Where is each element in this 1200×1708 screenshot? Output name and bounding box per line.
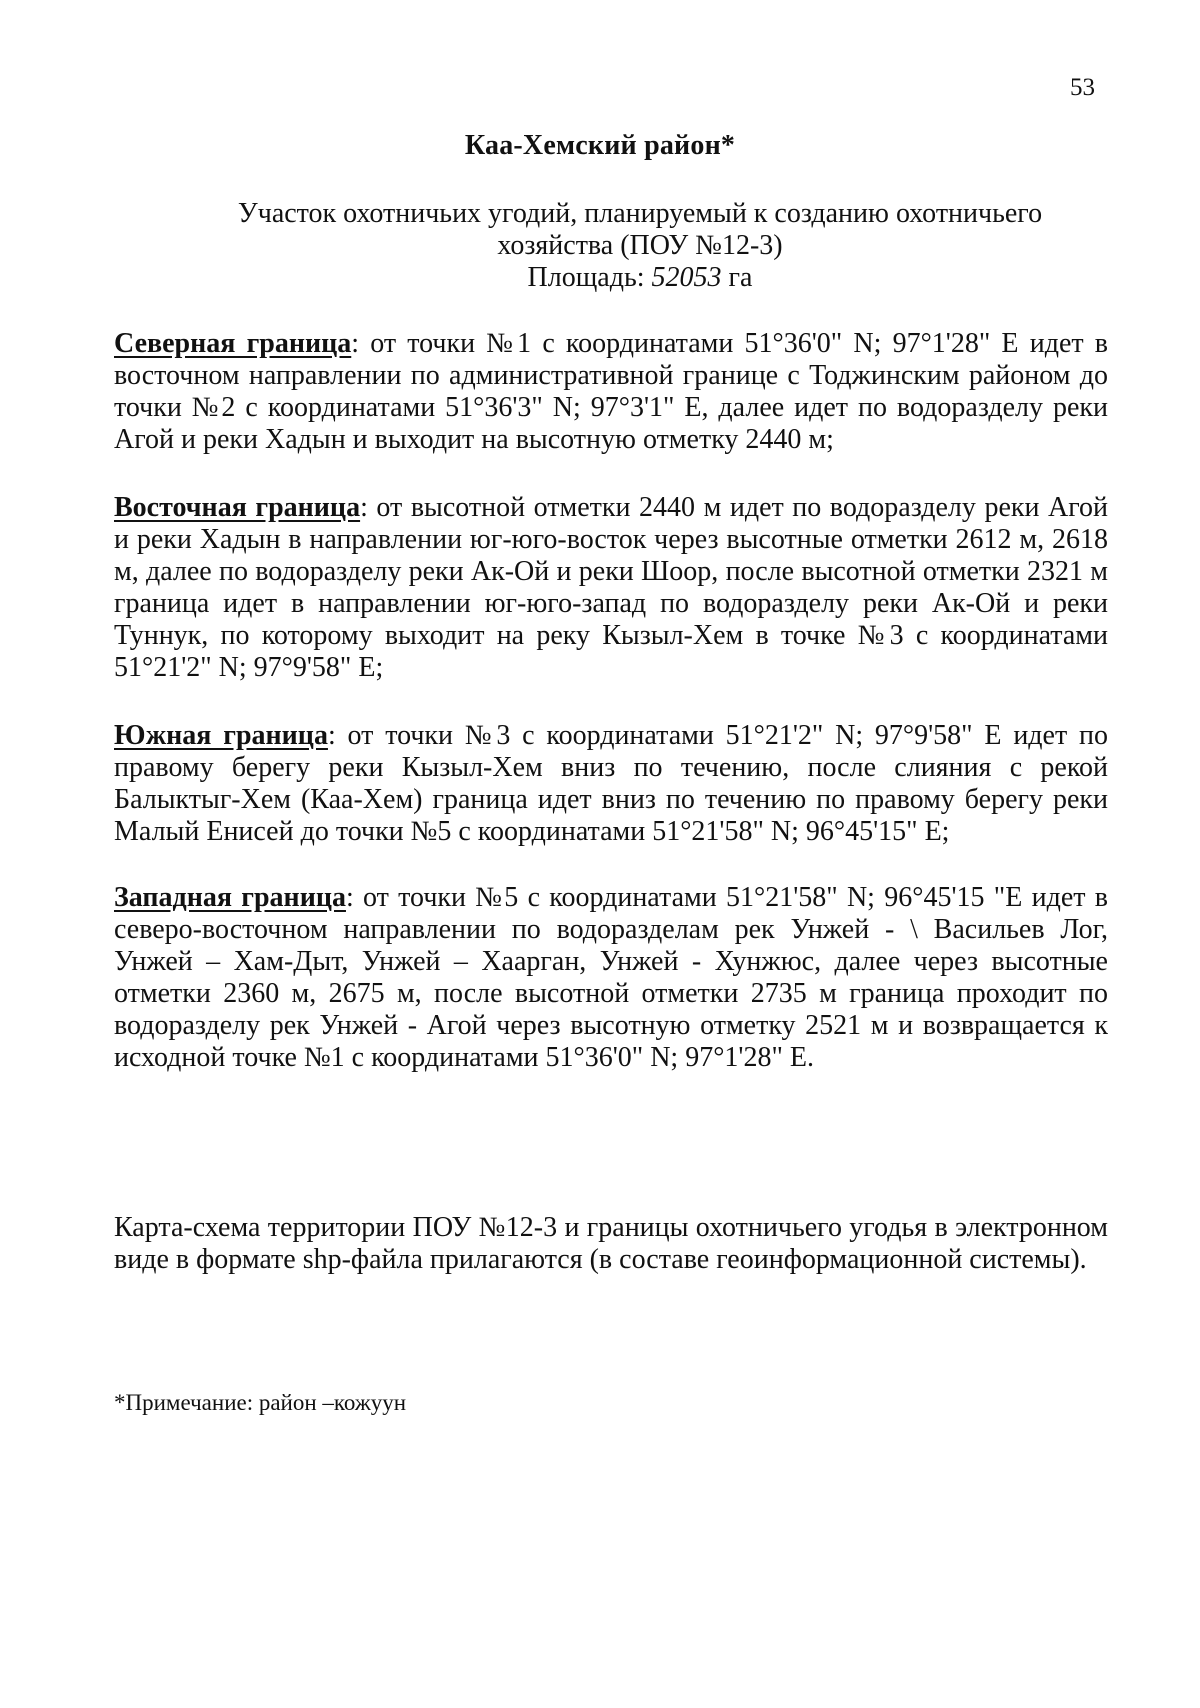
area-line [200,262,1080,294]
area-unit: га [721,262,753,293]
north-boundary-paragraph [114,328,1108,456]
west-boundary-text: : от точки №5 с координатами 51°21'58" N; 96°45'15 "E идет в северо-восточном направлении по водоразделам рек Унжей - \ Васильев Лог, Унжей – Хам-Дыт, Унжей – Хаарган, Унжей - Хунжюс, далее через высотные отметки 2360 м, 2675 м, после высотной отметки 2735 м граница проходит по водоразделу рек Унжей - Агой через высотную отметку 2521 м и возвращается к исходной точке №1 с координатами 51°36'0" N; 97°1'28" E. [114,882,1108,1073]
document-subtitle [200,198,1080,294]
north-boundary-text: : от точки №1 с координатами 51°36'0" N; 97°1'28" E идет в восточном направлении по административной границе с Тоджинским районом до точки №2 с координатами 51°36'3" N; 97°3'1" E, далее идет по водоразделу реки Агой и реки Хадын и выходит на высотную отметку 2440 м; [114,328,1109,455]
east-boundary-text: : от высотной отметки 2440 м идет по водоразделу реки Агой и реки Хадын в направлении юг-юго-восток через высотные отметки 2612 м, 2618 м, далее по водоразделу реки Ак-Ой и реки Шоор, после высотной отметки 2321 м граница идет в направлении юг-юго-запад по водоразделу реки Ак-Ой и реки Туннук, по которому выходит на реку Кызыл-Хем в точке №3 с координатами 51°21'2" N; 97°9'58" E; [114,492,1109,683]
south-boundary-paragraph [114,720,1108,848]
page-number: 53 [1070,74,1095,101]
subtitle-description: Участок охотничьих угодий, планируемый к созданию охотничьего хозяйства (ПОУ №12-3) [237,198,1043,261]
footnote: *Примечание: район –кожуун [114,1390,407,1415]
east-boundary-paragraph [114,492,1108,684]
west-boundary-label: Западная граница [114,882,346,913]
document-title: Каа-Хемский район* [464,130,736,161]
south-boundary-text: : от точки №3 с координатами 51°21'2" N; 97°9'58" E идет по правому берегу реки Кызыл-Хем вниз по течению, после слияния с рекой Балыктыг-Хем (Каа-Хем) граница идет вниз по течению по правому берегу реки Малый Енисей до точки №5 с координатами 51°21'58" N; 96°45'15" E; [114,720,1108,847]
south-boundary-label: Южная граница [114,720,328,751]
west-boundary-paragraph [114,882,1108,1074]
map-note-paragraph: Карта-схема территории ПОУ №12-3 и границы охотничьего угодья в электронном виде в формате shp-файла прилагаются (в составе геоинформационной системы). [114,1212,1108,1275]
east-boundary-label: Восточная граница [114,492,361,523]
area-value: 52053 [651,262,722,293]
north-boundary-label: Северная граница [114,328,352,359]
area-label: Площадь: [527,262,652,293]
